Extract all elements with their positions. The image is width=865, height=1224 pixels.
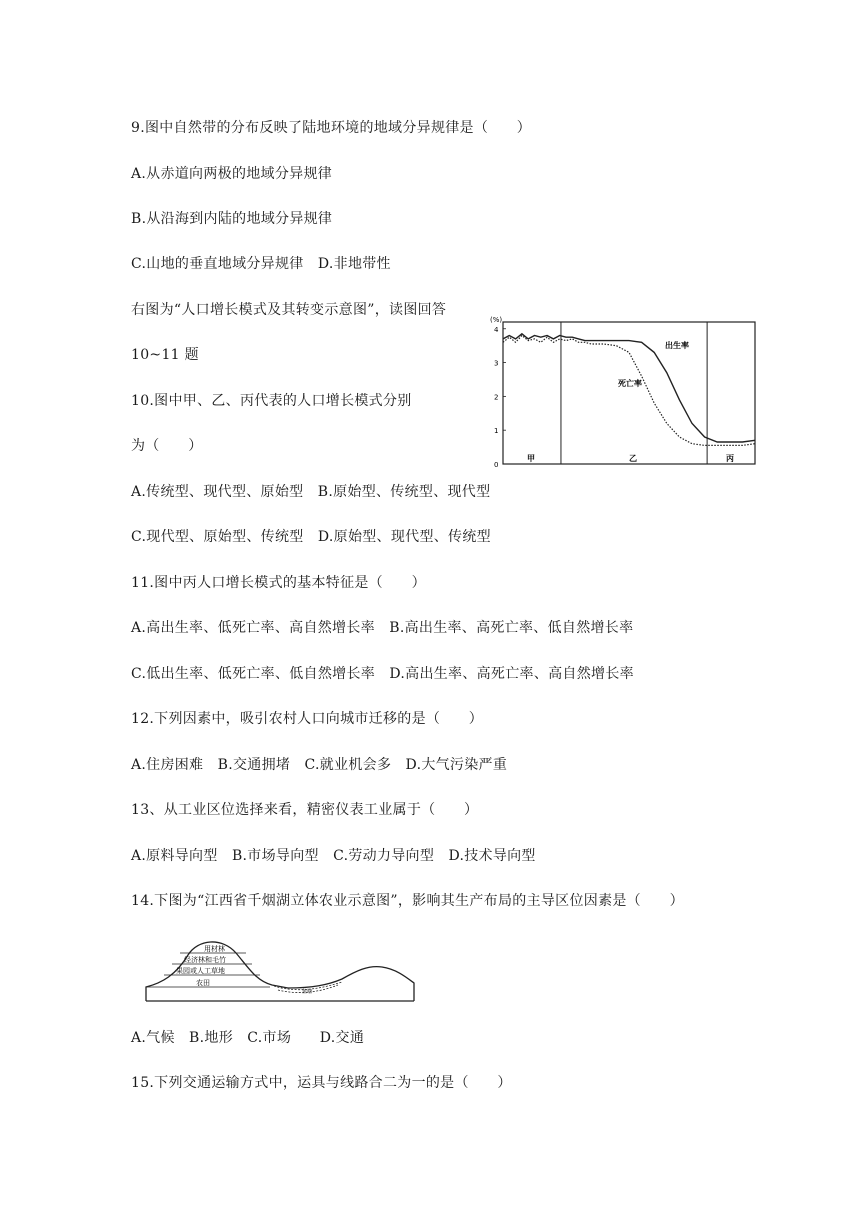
chart-y-ticks: [494, 326, 506, 469]
q13-options: A.原料导向型 B.市场导向型 C.劳动力导向型 D.技术导向型: [131, 848, 536, 864]
q9-option-b: B.从沿海到内陆的地域分异规律: [131, 211, 333, 227]
q10-option-ab: A.传统型、现代型、原始型 B.原始型、传统型、现代型: [131, 484, 491, 500]
series-label-birth-rate: 出生率: [665, 341, 689, 350]
stereo-agriculture-diagram: [142, 935, 418, 1005]
chart-stage-labels: [527, 453, 734, 463]
diagram-label-economic-forest: 经济林和毛竹: [184, 956, 226, 964]
y-tick-label: 3: [494, 359, 499, 368]
q14-stem: 14.下图为“江西省千烟湖立体农业示意图”，影响其生产布局的主导区位因素是（ ）: [131, 893, 684, 909]
y-tick-label: 0: [494, 461, 499, 469]
diagram-label-orchard: 果园或人工草地: [176, 967, 225, 975]
q14-options: A.气候 B.地形 C.市场 D.交通: [131, 1030, 365, 1046]
q9-option-cd: C.山地的垂直地域分异规律 D.非地带性: [131, 256, 391, 272]
population-growth-chart: [488, 314, 760, 470]
stage-label: 甲: [526, 454, 535, 463]
q11-option-cd: C.低出生率、低死亡率、低自然增长率 D.高出生率、高死亡率、高自然增长率: [131, 666, 634, 682]
q10-option-cd: C.现代型、原始型、传统型 D.原始型、现代型、传统型: [131, 529, 491, 545]
death-rate-line: [503, 336, 755, 446]
y-tick-label: 2: [494, 393, 499, 402]
q10-stem-cont: 为（ ）: [131, 438, 203, 454]
q9-stem: 9.图中自然带的分布反映了陆地环境的地域分异规律是（ ）: [131, 120, 532, 136]
diagram-label-farmland: 农田: [196, 979, 210, 987]
series-label-death-rate: 死亡率: [618, 379, 642, 388]
q11-option-ab: A.高出生率、低死亡率、高自然增长率 B.高出生率、高死亡率、低自然增长率: [131, 620, 634, 636]
q9-option-a: A.从赤道向两极的地域分异规律: [131, 166, 333, 182]
q12-stem: 12.下列因素中，吸引农村人口向城市迁移的是（ ）: [131, 711, 484, 727]
diagram-label-timber-forest: 用材林: [204, 945, 225, 953]
stage-label: 乙: [629, 454, 638, 463]
q13-stem: 13、从工业区位选择来看，精密仪表工业属于（ ）: [131, 802, 479, 818]
y-tick-label: 1: [494, 427, 499, 436]
chart-series: [503, 334, 755, 446]
diagram-label-fishpond: 鱼塘: [302, 989, 313, 995]
chart-frame: [503, 322, 755, 464]
q11-stem: 11.图中丙人口增长模式的基本特征是（ ）: [131, 575, 426, 591]
chart-ylabel: (%): [490, 316, 503, 324]
q12-options: A.住房困难 B.交通拥堵 C.就业机会多 D.大气污染严重: [131, 757, 508, 773]
y-tick-label: 4: [494, 325, 499, 334]
q10-stem: 10.图中甲、乙、丙代表的人口增长模式分别: [131, 393, 412, 409]
intro-10-11-cont: 10~11 题: [131, 347, 199, 363]
diagram-right-hill: [288, 967, 414, 1001]
intro-10-11: 右图为“人口增长模式及其转变示意图”，读图回答: [131, 302, 447, 318]
stage-label: 丙: [726, 454, 735, 463]
q15-stem: 15.下列交通运输方式中，运具与线路合二为一的是（ ）: [131, 1075, 512, 1091]
